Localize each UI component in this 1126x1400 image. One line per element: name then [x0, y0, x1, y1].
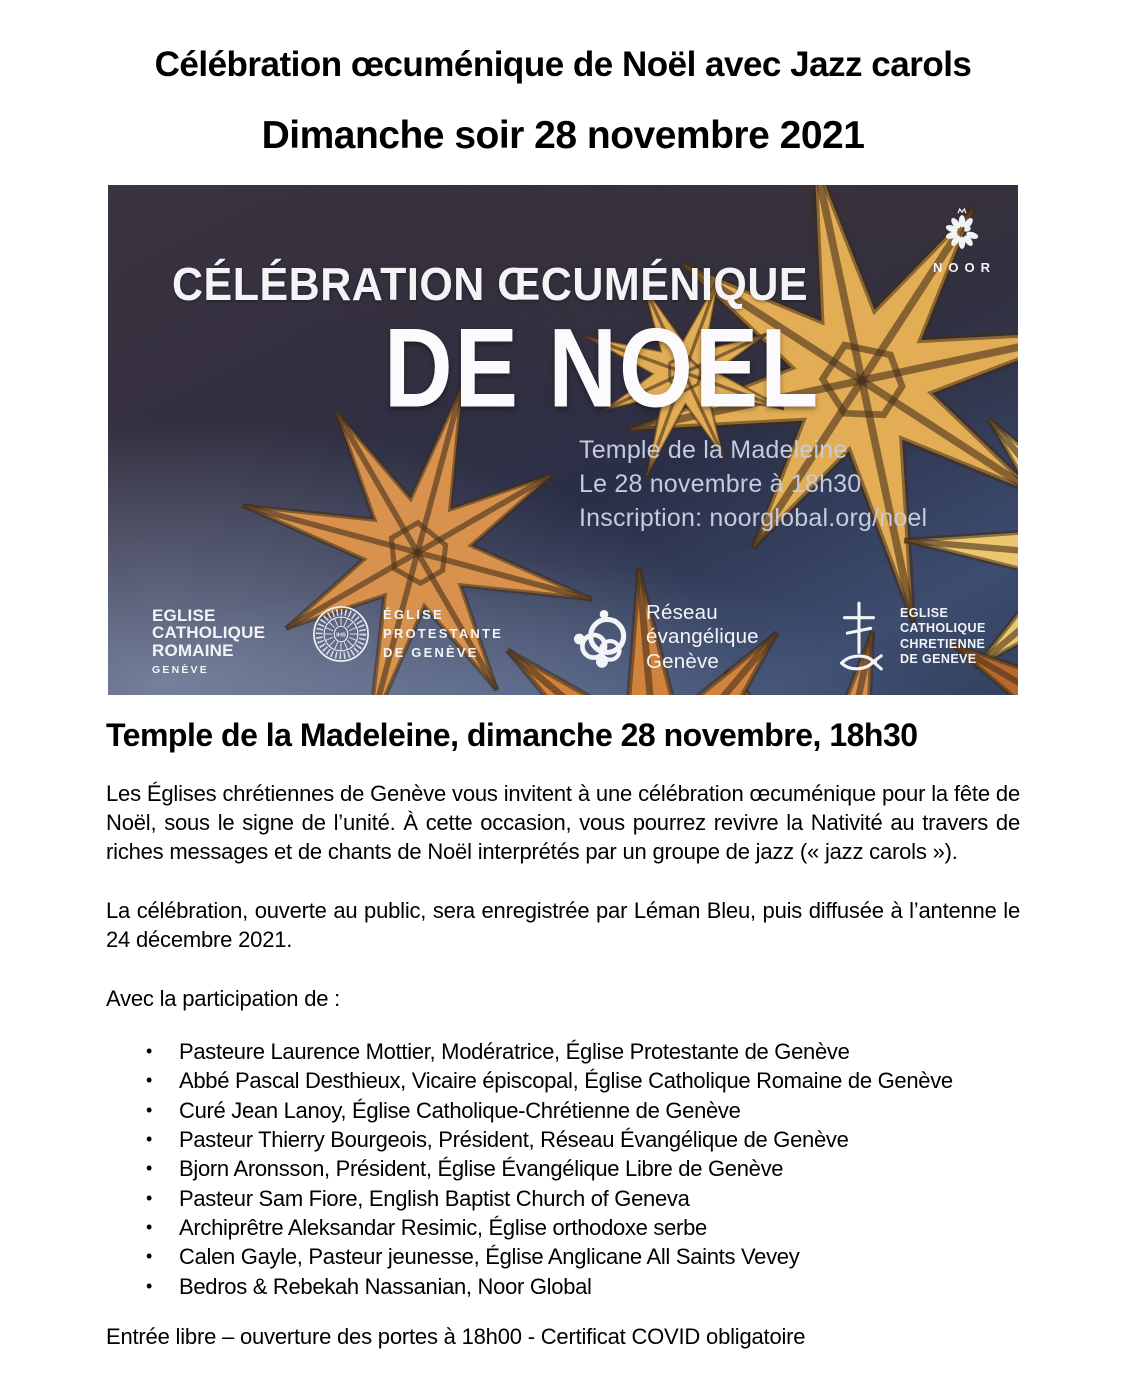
logo-eglise-protestante-label — [383, 605, 503, 662]
text-line: CHRETIENNE — [900, 636, 986, 651]
participant-text: Calen Gayle, Pasteur jeunesse, Église Anglicane All Saints Vevey — [179, 1244, 800, 1270]
logo-eglise-catholique-romaine-label — [152, 607, 265, 680]
bullet-marker: • — [146, 1246, 153, 1267]
participant-item — [106, 1066, 1020, 1095]
text-line: CATHOLIQUE — [900, 621, 986, 636]
bullet-marker: • — [146, 1070, 153, 1091]
text-line: ROMAINE — [152, 640, 234, 660]
bullet-marker: • — [146, 1216, 153, 1237]
logo-eglise-catholique-romaine — [152, 607, 265, 680]
church-logos-row — [108, 593, 1018, 685]
participant-item — [106, 1125, 1020, 1154]
paragraph-broadcast: La célébration, ouverte au public, sera enregistrée par Léman Bleu, puis diffusée à l’antenne le 24 décembre 2021. — [106, 898, 1020, 953]
participant-text: Pasteure Laurence Mottier, Modératrice, Église Protestante de Genève — [179, 1039, 850, 1065]
paragraph-invitation: Les Églises chrétiennes de Genève vous invitent à une célébration œcuménique pour la fête de Noël, sous le signe de l’unité. À cette occasion, vous pourrez revivre la Nativité au travers de riches messages et de chants de Noël interprétés par un groupe de jazz (« jazz carols »). — [106, 781, 1020, 865]
participant-text: Pasteur Thierry Bourgeois, Président, Réseau Évangélique de Genève — [179, 1127, 849, 1153]
poster-image — [108, 185, 1018, 695]
text-line: GENÈVE — [152, 664, 209, 677]
participant-text: Bjorn Aronsson, Président, Église Évangélique Libre de Genève — [179, 1156, 784, 1182]
participant-item — [106, 1213, 1020, 1242]
bullet-marker: • — [146, 1187, 153, 1208]
text-line: DE GENEVE — [900, 652, 977, 667]
participant-item — [106, 1154, 1020, 1183]
participant-item — [106, 1037, 1020, 1066]
poster-headline-line2: DE NOEL — [384, 305, 821, 432]
logo-reseau-evangelique — [570, 601, 759, 675]
bullet-marker: • — [146, 1041, 153, 1062]
logo-eglise-catholique-chretienne-label — [900, 606, 986, 668]
participant-text: Archiprêtre Aleksandar Resimic, Église orthodoxe serbe — [179, 1214, 707, 1240]
participant-text: Curé Jean Lanoy, Église Catholique-Chrétienne de Genève — [179, 1097, 741, 1123]
logo-reseau-evangelique-label — [646, 601, 759, 675]
participants-list — [106, 1037, 1020, 1301]
participant-item — [106, 1096, 1020, 1125]
text-line: Inscription: noorglobal.org/noel — [579, 503, 928, 532]
text-line: Genève — [646, 649, 720, 673]
noor-rose-icon — [939, 207, 985, 257]
seal-ihs-text: IHS — [336, 632, 346, 639]
footer-note: Entrée libre – ouverture des portes à 18h00 - Certificat COVID obligatoire — [106, 1323, 806, 1349]
poster-headline-line1: CÉLÉBRATION ŒCUMÉNIQUE — [172, 258, 809, 311]
section-heading: Temple de la Madeleine, dimanche 28 novembre, 18h30 — [106, 716, 918, 753]
participants-intro: Avec la participation de : — [106, 986, 341, 1012]
protestant-seal-icon — [312, 605, 370, 663]
text-line: Réseau — [646, 600, 718, 624]
bullet-marker: • — [146, 1129, 153, 1150]
text-line: évangélique — [646, 625, 759, 649]
bullet-marker: • — [146, 1099, 153, 1120]
logo-eglise-catholique-chretienne — [830, 599, 986, 675]
participant-text: Bedros & Rebekah Nassanian, Noor Global — [179, 1273, 592, 1299]
reseau-evangelique-icon — [570, 605, 636, 671]
noor-logo-label: NOOR — [933, 259, 996, 275]
participant-item — [106, 1242, 1020, 1271]
bullet-marker: • — [146, 1158, 153, 1179]
text-line: EGLISE — [152, 605, 216, 625]
participant-text: Pasteur Sam Fiore, English Baptist Church of Geneva — [179, 1185, 690, 1211]
text-line: DE GENÈVE — [383, 645, 479, 661]
text-line: CATHOLIQUE — [152, 623, 266, 643]
text-line: PROTESTANTE — [383, 626, 504, 642]
poster-event-details — [579, 433, 927, 535]
page-title: Célébration œcuménique de Noël avec Jazz carols — [154, 45, 972, 84]
participant-item — [106, 1184, 1020, 1213]
text-line: Temple de la Madeleine — [579, 435, 848, 464]
logo-eglise-protestante — [312, 605, 503, 663]
bullet-marker: • — [146, 1275, 153, 1296]
text-line: EGLISE — [900, 605, 949, 620]
cross-fish-icon — [830, 599, 888, 675]
participant-item — [106, 1272, 1020, 1301]
noor-logo — [914, 207, 1009, 275]
text-line: Le 28 novembre à 18h30 — [579, 469, 862, 498]
participant-text: Abbé Pascal Desthieux, Vicaire épiscopal, Église Catholique Romaine de Genève — [179, 1068, 953, 1094]
text-line: ÉGLISE — [383, 607, 444, 623]
page-subtitle: Dimanche soir 28 novembre 2021 — [261, 114, 865, 157]
